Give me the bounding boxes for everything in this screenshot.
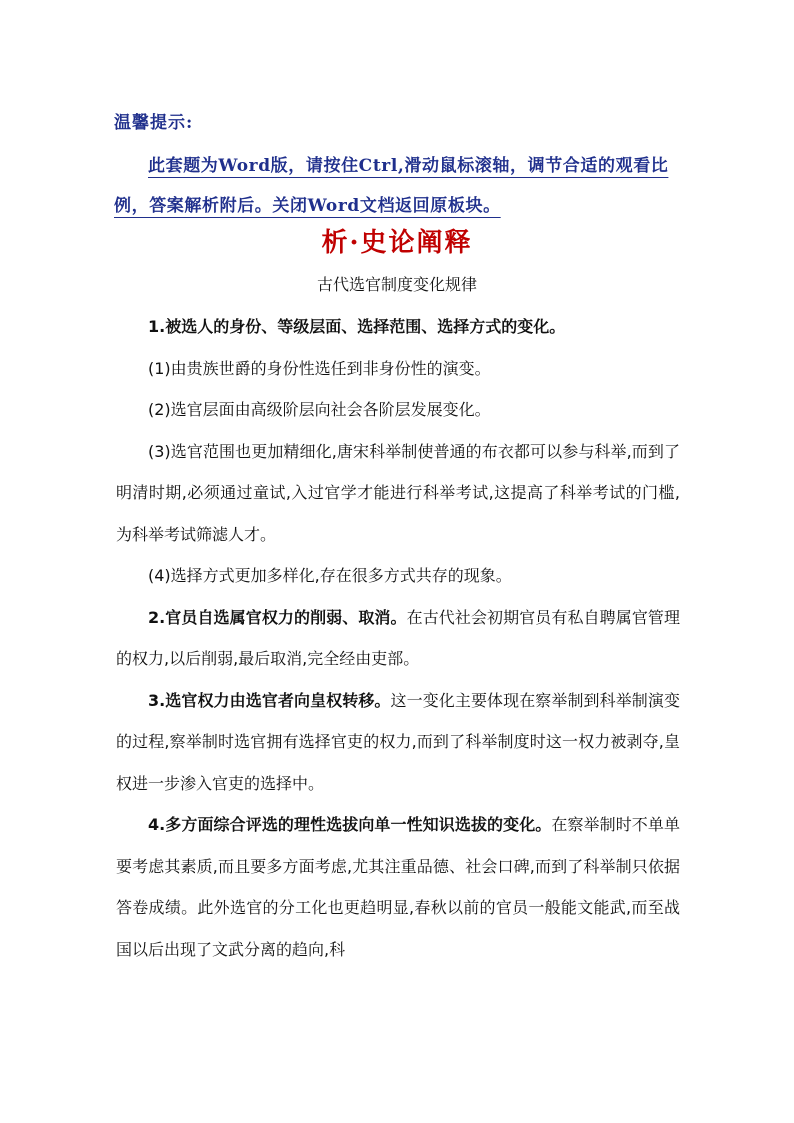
paragraph-bold: 3.选官权力由选官者向皇权转移。 bbox=[148, 690, 391, 710]
paragraph-text: 这一变化主要体现在察举制到科举制演变的过程,察举制时选官拥有选择官吏的权力,而到了科举制度时这一权力被剥夺,皇权进一步渗入官吏的选择中。 bbox=[116, 690, 680, 793]
tip-body-text: 此套题为Word版，请按住Ctrl,滑动鼠标滚轴，调节合适的观看比例，答案解析附后。关闭Word文档返回原板块。 bbox=[114, 156, 669, 216]
paragraph-text: (1)由贵族世爵的身份性选任到非身份性的演变。 bbox=[148, 358, 491, 378]
paragraph-bold: 1.被选人的身份、等级层面、选择范围、选择方式的变化。 bbox=[148, 317, 566, 336]
paragraph bbox=[116, 555, 680, 597]
content-body bbox=[116, 306, 680, 970]
paragraph-text: 在察举制时不单单要考虑其素质,而且要多方面考虑,尤其注重品德、社会口碑,而到了科举制只依据答卷成绩。此外选官的分工化也更趋明显,春秋以前的官员一般能文能武,而至战国以后出现了文武分离的趋向,科 bbox=[116, 815, 680, 959]
paragraph bbox=[116, 680, 680, 805]
section-title: 析·史论阐释 bbox=[321, 228, 473, 258]
subtitle: 古代选官制度变化规律 bbox=[316, 275, 477, 294]
paragraph bbox=[116, 306, 680, 348]
paragraph bbox=[116, 389, 680, 431]
paragraph bbox=[116, 597, 680, 680]
paragraph-bold: 4.多方面综合评选的理性选拔向单一性知识选拔的变化。 bbox=[148, 815, 552, 834]
tip-heading: 温馨提示: bbox=[114, 113, 194, 133]
paragraph bbox=[116, 431, 680, 556]
tip-body bbox=[114, 146, 686, 226]
paragraph-text: 在古代社会初期官员有私自聘属官管理的权力,以后削弱,最后取消,完全经由吏部。 bbox=[116, 607, 680, 668]
paragraph-bold: 2.官员自选属官权力的削弱、取消。 bbox=[148, 607, 407, 627]
paragraph-text: (4)选择方式更加多样化,存在很多方式共存的现象。 bbox=[148, 566, 512, 585]
paragraph-text: (3)选官范围也更加精细化,唐宋科举制使普通的布衣都可以参与科举,而到了明清时期,必须通过童试,入过官学才能进行科举考试,这提高了科举考试的门槛,为科举考试筛滤人才。 bbox=[116, 441, 680, 544]
paragraph bbox=[116, 804, 680, 970]
paragraph bbox=[116, 348, 680, 390]
paragraph-text: (2)选官层面由高级阶层向社会各阶层发展变化。 bbox=[148, 400, 491, 419]
